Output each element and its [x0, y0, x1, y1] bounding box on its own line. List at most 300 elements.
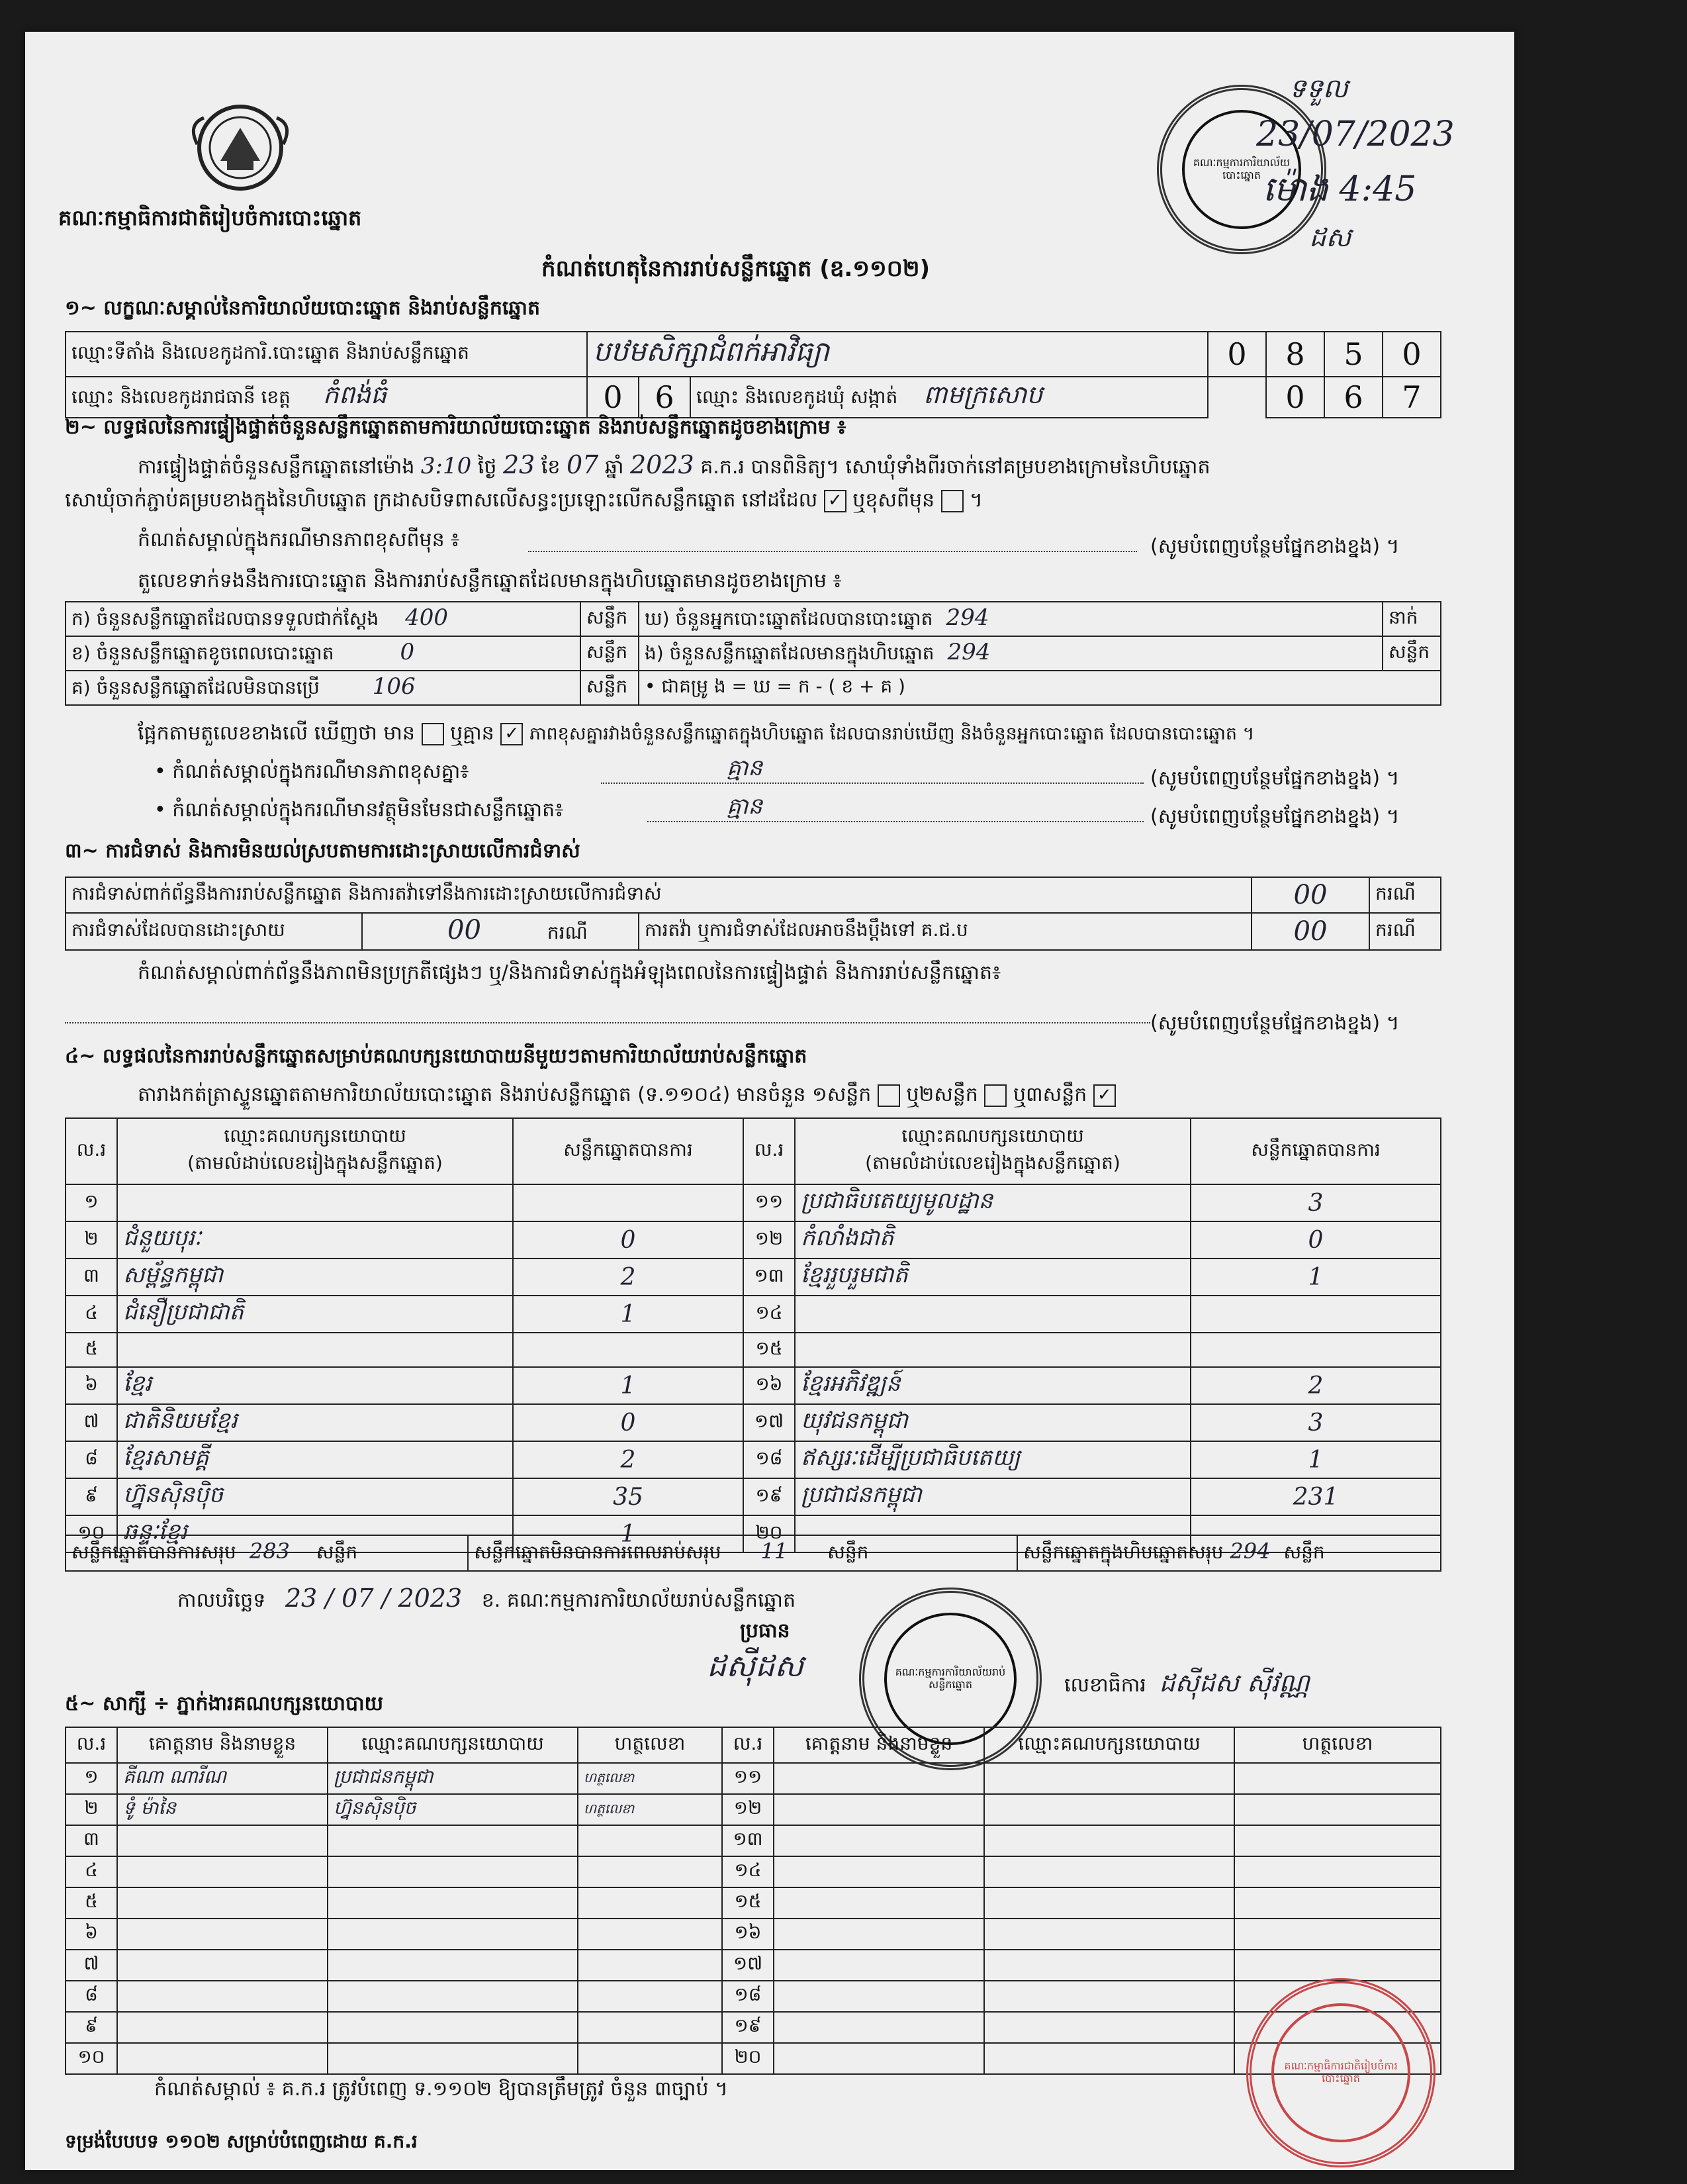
party-votes: 0	[513, 1404, 743, 1441]
diff-note-suffix: (សូមបំពេញបន្ថែមផ្នែកខាងខ្នង) ។	[1150, 767, 1400, 790]
day-label: ថ្ងៃ	[477, 455, 497, 479]
party-votes: 2	[513, 1258, 743, 1296]
receipt-date: 23/07/2023	[1256, 115, 1455, 154]
no-difference-checkbox[interactable]: ✓	[500, 723, 523, 745]
commune-code-digit: 0	[1266, 377, 1324, 418]
table-row	[66, 1441, 1441, 1478]
witness-signature	[578, 1825, 722, 1856]
party-no: ១៨	[743, 1441, 795, 1478]
table-row	[66, 1367, 1441, 1404]
foreign-note-value: គ្មាន	[727, 793, 762, 820]
witness-party	[984, 2012, 1234, 2043]
voters-label-text: ឃ) ចំនួនអ្នកបោះឆ្នោតដែលបានបោះឆ្នោត	[645, 607, 933, 630]
party-votes: 231	[1191, 1478, 1441, 1515]
party-votes: 1	[513, 1296, 743, 1333]
party-no: ៨	[66, 1441, 117, 1478]
has-difference-checkbox[interactable]	[422, 723, 444, 745]
witness-name	[117, 2043, 328, 2074]
witness-party	[328, 1825, 578, 1856]
commune-label-text: ឈ្មោះ និងលេខកូដឃុំ សង្កាត់	[696, 386, 898, 408]
station-name-value: បឋមសិក្សាជំពក់អាវិធ្យា	[587, 332, 1208, 377]
verification-year: 2023	[630, 450, 694, 479]
secretary-signature: ដស៊ីដស ស៊ីវណ្ណ	[1159, 1668, 1310, 1697]
appeal-value: 00	[1252, 913, 1369, 950]
table-row	[66, 2012, 1441, 2043]
diff-note-value: គ្មាន	[727, 755, 762, 781]
witness-name	[774, 1981, 984, 2012]
box-total-unit: សន្លឹក	[1283, 1541, 1325, 1563]
witness-no: ៦	[66, 1919, 117, 1950]
party-votes: 2	[513, 1441, 743, 1478]
party-votes	[513, 1333, 743, 1367]
resolved-label: ការជំទាស់ដែលបានដោះស្រាយ	[66, 913, 362, 950]
box-total-label: សន្លឹកឆ្នោតក្នុងហិបឆ្នោតសរុប	[1023, 1541, 1224, 1563]
witness-signature: ហត្ថលេខា	[578, 1763, 722, 1794]
witness-name	[774, 1856, 984, 1887]
witness-no: ៧	[66, 1950, 117, 1981]
appeal-unit: ករណី	[1369, 913, 1441, 950]
witness-party	[984, 1794, 1234, 1825]
party-no: ១	[66, 1184, 117, 1221]
signing-date-label: កាលបរិច្ឆេទ	[177, 1589, 266, 1612]
objections-unit: ករណី	[1369, 877, 1441, 913]
two-sheets-checkbox[interactable]	[984, 1084, 1007, 1107]
nec-red-stamp	[1246, 1978, 1436, 2167]
signing-date-line	[177, 1584, 796, 1614]
col-party-right-sub: (តាមលំដាប់លេខរៀងក្នុងសន្លឹកឆ្នោត)	[865, 1152, 1120, 1174]
witness-name: ទូំ ម៉ានៃ	[117, 1794, 328, 1825]
org-name: គណៈកម្មាធិការជាតិរៀបចំការបោះឆ្នោត	[58, 205, 362, 230]
party-no: ១៣	[743, 1258, 795, 1296]
witness-no: ១៥	[722, 1887, 774, 1919]
resolved-value: 00	[447, 915, 481, 945]
witness-no: ៨	[66, 1981, 117, 2012]
spoiled-unit: សន្លឹក	[580, 636, 639, 671]
witness-name	[774, 2012, 984, 2043]
resolved-unit: ករណី	[547, 922, 588, 943]
receipt-time: ម៉ោង 4:45	[1263, 169, 1417, 209]
change-note-suffix: (សូមបំពេញបន្ថែមផ្នែកខាងខ្នង) ។	[1150, 535, 1400, 558]
section-3-title: ៣~ ការជំទាស់ និងការមិនយល់ស្របតាមការដោះស្រាយលើការជំទាស់	[65, 839, 580, 863]
commune-label	[690, 377, 1208, 418]
party-name: ឆន្ទៈខ្មែរ	[117, 1515, 513, 1552]
spoiled-label	[66, 636, 580, 671]
difference-text-a: ផ្អែកតាមតួលេខខាងលើ ឃើញថា មាន	[138, 722, 415, 745]
col-party-right	[795, 1118, 1191, 1184]
voters-value: 294	[946, 604, 989, 631]
different-checkbox[interactable]	[941, 490, 964, 512]
party-name	[795, 1296, 1191, 1333]
witness-name: គីណា ណារីណ	[117, 1763, 328, 1794]
party-no: ១០	[66, 1515, 117, 1552]
col-party-left	[117, 1118, 513, 1184]
party-votes: 3	[1191, 1184, 1441, 1221]
foreign-note-suffix: (សូមបំពេញបន្ថែមផ្នែកខាងខ្នង) ។	[1150, 805, 1400, 828]
witness-signature	[1234, 1794, 1441, 1825]
month-label: ខែ	[541, 455, 561, 479]
irregularity-note: កំណត់សម្គាល់ពាក់ព័ន្ធនឹងភាពមិនប្រក្រតីផ្សេងៗ ឬ/និងការជំទាស់ក្នុងអំឡុងពេលនៃការផ្ទៀងផ្ទាត់ និងការរាប់សន្លឹកឆ្នោត៖	[138, 961, 1001, 984]
col-votes-left: សន្លឹកឆ្នោតបានការ	[513, 1118, 743, 1184]
station-code-digit: 0	[1383, 332, 1441, 377]
objections-label: ការជំទាស់ពាក់ព័ន្ធនឹងការរាប់សន្លឹកឆ្នោត និងការតវ៉ាទៅនឹងការដោះស្រាយលើការជំទាស់	[66, 877, 1252, 913]
counts-table	[65, 601, 1441, 706]
verification-label: ការផ្ទៀងផ្ទាត់ចំនួនសន្លឹកឆ្នោតនៅម៉ោង	[138, 455, 415, 479]
witness-party	[328, 2043, 578, 2074]
difference-text-b: ឬគ្មាន	[450, 722, 494, 745]
one-sheet-checkbox[interactable]	[878, 1084, 900, 1107]
party-votes	[1191, 1333, 1441, 1367]
witness-no: ១០	[66, 2043, 117, 2074]
commune-code-digit: 6	[1324, 377, 1383, 418]
party-votes: 0	[1191, 1221, 1441, 1258]
col-no-left: ល.រ	[66, 1118, 117, 1184]
invalid-total-value: 11	[760, 1539, 788, 1564]
table-row	[66, 1404, 1441, 1441]
party-name	[117, 1184, 513, 1221]
voters-label	[639, 602, 1383, 636]
change-note-line[interactable]	[528, 551, 1137, 552]
witness-no: ២០	[722, 2043, 774, 2074]
party-no: ១៩	[743, 1478, 795, 1515]
party-no: ៦	[66, 1367, 117, 1404]
table-row	[66, 1763, 1441, 1794]
witness-signature	[578, 1950, 722, 1981]
unused-label	[66, 671, 580, 705]
province-label-text: ឈ្មោះ និងលេខកូដរាជធានី ខេត្ត	[71, 386, 291, 408]
party-votes	[1191, 1296, 1441, 1333]
tally-sheet-line	[138, 1083, 1116, 1107]
witness-no: ១៧	[722, 1950, 774, 1981]
party-no: ១៧	[743, 1404, 795, 1441]
difference-line	[138, 722, 1254, 745]
witness-signature	[578, 1919, 722, 1950]
table-row	[66, 1887, 1441, 1919]
irregularity-suffix: (សូមបំពេញបន្ថែមផ្នែកខាងខ្នង) ។	[1150, 1012, 1400, 1035]
witness-signature	[1234, 1763, 1441, 1794]
nec-logo-icon	[184, 98, 296, 197]
valid-total	[66, 1535, 468, 1571]
party-no: ៩	[66, 1478, 117, 1515]
party-no: ៧	[66, 1404, 117, 1441]
objections-value: 00	[1252, 877, 1369, 913]
witness-party	[328, 1950, 578, 1981]
witness-signature	[578, 1856, 722, 1887]
valid-total-unit: សន្លឹក	[316, 1541, 358, 1563]
table-row	[66, 1825, 1441, 1856]
witness-table	[65, 1727, 1441, 2075]
irregularity-line[interactable]	[65, 1022, 1150, 1023]
results-totals	[65, 1535, 1441, 1572]
verification-day: 23	[502, 450, 535, 479]
chair-label: ប្រធាន	[740, 1619, 790, 1642]
verification-time: 3:10	[420, 453, 472, 479]
receipt-sign: ដស	[1309, 222, 1351, 253]
unused-value: 106	[372, 673, 416, 700]
witness-signature	[578, 1981, 722, 2012]
different-label: ឬខុសពីមុន	[852, 489, 935, 512]
witness-name	[774, 1887, 984, 1919]
document-page	[25, 32, 1514, 2170]
party-name: ជំនួយបុរៈ	[117, 1221, 513, 1258]
results-table	[65, 1117, 1441, 1553]
foreign-note-label: • កំណត់សម្គាល់ក្នុងករណីមានវត្ថុមិនមែនជាសន្លឹកឆ្នោត៖	[154, 798, 564, 822]
witness-name	[774, 1825, 984, 1856]
wcol-no-left: ល.រ	[66, 1727, 117, 1763]
wcol-name-left: គោត្តនាម និងនាមខ្លួន	[117, 1727, 328, 1763]
change-note-label: កំណត់សម្គាល់ក្នុងករណីមានភាពខុសពីមុន ៖	[138, 528, 460, 551]
table-row	[66, 1333, 1441, 1367]
witness-party	[328, 1856, 578, 1887]
box-total-value: 294	[1230, 1539, 1271, 1564]
witness-party	[984, 1763, 1234, 1794]
witness-signature	[1234, 1825, 1441, 1856]
footer-note: កំណត់សម្គាល់ ៖ គ.ក.រ ត្រូវបំពេញ ទ.១១០២ ឱ្យបានត្រឹមត្រូវ ចំនួន ៣ច្បាប់ ។	[154, 2077, 728, 2101]
witness-name	[117, 1981, 328, 2012]
numbers-intro: តួលេខទាក់ទងនឹងការបោះឆ្នោត និងការរាប់សន្លឹកឆ្នោតដែលមានក្នុងហិបឆ្នោតមានដូចខាងក្រោម ៖	[138, 569, 842, 593]
table-row	[66, 1296, 1441, 1333]
col-party-left-title: ឈ្មោះគណបក្សនយោបាយ	[224, 1125, 406, 1147]
witness-no: ៣	[66, 1825, 117, 1856]
box-sheets-label	[639, 636, 1383, 671]
party-name: សម្ព័ន្ធកម្ពុជា	[117, 1258, 513, 1296]
three-sheets-label: ឬ៣សន្លឹក	[1013, 1083, 1087, 1106]
witness-name	[117, 2012, 328, 2043]
party-name: យុវជនកម្ពុជា	[795, 1404, 1191, 1441]
party-name: ជាតិនិយមខ្មែរ	[117, 1404, 513, 1441]
table-row	[66, 1221, 1441, 1258]
col-no-right: ល.រ	[743, 1118, 795, 1184]
witness-no: ១៣	[722, 1825, 774, 1856]
province-code-digit: 6	[639, 377, 690, 418]
invalid-total-unit: សន្លឹក	[827, 1541, 869, 1563]
witness-no: ៥	[66, 1887, 117, 1919]
province-label	[66, 377, 587, 418]
red-stamp-text: គណៈកម្មាធិការជាតិរៀបចំការបោះឆ្នោត	[1284, 2060, 1398, 2085]
tally-sheet-text: តារាងកត់ត្រាស្ទួនឆ្នោតតាមការិយាល័យបោះឆ្នោត និងរាប់សន្លឹកឆ្នោត (ទ.១១០៤) មានចំនួន ១សន្លឹក	[138, 1083, 872, 1106]
witness-signature	[1234, 1919, 1441, 1950]
voters-unit: នាក់	[1383, 602, 1441, 636]
spoiled-value: 0	[400, 638, 415, 665]
party-name: ប្រជាជនកម្ពុជា	[795, 1478, 1191, 1515]
witness-no: ៤	[66, 1856, 117, 1887]
witness-no: ៩	[66, 2012, 117, 2043]
document-title: កំណត់ហេតុនៃការរាប់សន្លឹកឆ្នោត (ឧ.១១០២)	[541, 256, 931, 282]
party-no: ៣	[66, 1258, 117, 1296]
valid-total-value: 283	[249, 1539, 290, 1564]
diff-note-label: • កំណត់សម្គាល់ក្នុងករណីមានភាពខុសគ្នា៖	[154, 760, 469, 783]
witness-name	[117, 1825, 328, 1856]
party-no: ១៦	[743, 1367, 795, 1404]
witness-party	[328, 1887, 578, 1919]
three-sheets-checkbox[interactable]: ✓	[1093, 1084, 1116, 1107]
same-checkbox[interactable]: ✓	[824, 490, 846, 512]
wcol-party-left: ឈ្មោះគណបក្សនយោបាយ	[328, 1727, 578, 1763]
commune-value: ពាមក្រសោប	[923, 380, 1043, 409]
wcol-no-right: ល.រ	[722, 1727, 774, 1763]
table-row	[66, 1919, 1441, 1950]
witness-signature	[1234, 1950, 1441, 1981]
section-1-title: ១~ លក្ខណៈសម្គាល់នៃការិយាល័យបោះឆ្នោត និងរាប់សន្លឹកឆ្នោត	[65, 297, 541, 320]
witness-signature	[578, 1887, 722, 1919]
section-4-title: ៤~ លទ្ធផលនៃការរាប់សន្លឹកឆ្នោតសម្រាប់គណបក្សនយោបាយនីមួយៗតាមការិយាល័យរាប់សន្លឹកឆ្នោត	[65, 1045, 807, 1068]
witness-name	[774, 2043, 984, 2074]
formula: • ជាគម្រូ ង = ឃ = ក - ( ខ + គ )	[639, 671, 1441, 705]
party-name: ហ្វ៊ុនស៊ិនប៉ិច	[117, 1478, 513, 1515]
section-5-title: ៥~ សាក្សី ÷ ភ្នាក់ងារគណបក្សនយោបាយ	[65, 1692, 384, 1715]
receipt-label: ទទួល	[1289, 73, 1348, 104]
party-no: ៤	[66, 1296, 117, 1333]
party-name: ខ្មែរ	[117, 1367, 513, 1404]
witness-party: ហ្វ៊ុនស៊ិនប៉ិច	[328, 1794, 578, 1825]
table-row	[66, 1258, 1441, 1296]
party-votes: 3	[1191, 1404, 1441, 1441]
received-unit: សន្លឹក	[580, 602, 639, 636]
wcol-sign-right: ហត្ថលេខា	[1234, 1727, 1441, 1763]
witness-name	[774, 1763, 984, 1794]
secretary-label: លេខាធិការ	[1064, 1674, 1146, 1697]
party-no: ២០	[743, 1515, 795, 1552]
party-no: ១១	[743, 1184, 795, 1221]
spoiled-label-text: ខ) ចំនួនសន្លឹកឆ្នោតខូចពេលបោះឆ្នោត	[71, 641, 334, 664]
party-votes: 2	[1191, 1367, 1441, 1404]
party-no: ៥	[66, 1333, 117, 1367]
witness-party	[984, 1919, 1234, 1950]
witness-party	[984, 1825, 1234, 1856]
witness-name	[117, 1887, 328, 1919]
station-code-digit: 8	[1266, 332, 1324, 377]
table-row	[66, 1794, 1441, 1825]
foreign-note-line[interactable]	[647, 821, 1144, 822]
party-name: ឥស្សរៈដើម្បីប្រជាធិបតេយ្យ	[795, 1441, 1191, 1478]
party-name	[117, 1333, 513, 1367]
wcol-party-right: ឈ្មោះគណបក្សនយោបាយ	[984, 1727, 1234, 1763]
province-value: កំពង់ធំ	[322, 380, 387, 409]
box-total	[1017, 1535, 1441, 1571]
witness-no: ១១	[722, 1763, 774, 1794]
chair-signature: ដស៊ីដស	[707, 1648, 803, 1684]
party-name: ប្រជាធិបតេយ្យមូលដ្ឋាន	[795, 1184, 1191, 1221]
unused-label-text: គ) ចំនួនសន្លឹកឆ្នោតដែលមិនបានប្រើ	[71, 676, 320, 698]
province-code-digit: 0	[587, 377, 639, 418]
witness-no: ១២	[722, 1794, 774, 1825]
witness-party	[328, 1919, 578, 1950]
witness-no: ១៦	[722, 1919, 774, 1950]
witness-party: ប្រជាជនកម្ពុជា	[328, 1763, 578, 1794]
difference-text-c: ភាពខុសគ្នារវាងចំនួនសន្លឹកឆ្នោតក្នុងហិបឆ្នោត ដែលបានរាប់ឃើញ និងចំនួនអ្នកបោះឆ្នោត ដែលបានបោះឆ្នោត ។	[529, 724, 1255, 744]
party-no: ១៥	[743, 1333, 795, 1367]
secretary-line	[1064, 1668, 1310, 1699]
witness-no: ២	[66, 1794, 117, 1825]
box-sheets-unit: សន្លឹក	[1383, 636, 1441, 671]
witness-party	[328, 1981, 578, 2012]
diff-note-line[interactable]	[601, 783, 1144, 784]
signing-date-value: 23 / 07 / 2023	[285, 1584, 463, 1613]
table-row	[66, 2043, 1441, 2074]
witness-no: ១៨	[722, 1981, 774, 2012]
box-sheets-label-text: ង) ចំនួនសន្លឹកឆ្នោតដែលមានក្នុងហិបឆ្នោត	[645, 641, 935, 664]
station-code-digit: 5	[1324, 332, 1383, 377]
objections-table	[65, 877, 1441, 951]
witness-party	[984, 1950, 1234, 1981]
witness-name	[774, 1919, 984, 1950]
counting-stamp-text: គណៈកម្មការការិយាល័យរាប់សន្លឹកឆ្នោត	[895, 1666, 1006, 1691]
verification-text: គ.ក.រ បានពិនិត្យ។ សោឃុំទាំងពីរចាក់នៅគម្របខាងក្រោមនៃហិបឆ្នោត	[700, 455, 1210, 479]
station-id-table	[65, 331, 1441, 418]
witness-signature	[578, 2043, 722, 2074]
form-footer: ទម្រង់បែបបទ ១១០២ សម្រាប់បំពេញដោយ គ.ក.រ	[65, 2130, 418, 2152]
col-party-right-title: ឈ្មោះគណបក្សនយោបាយ	[901, 1125, 1084, 1147]
witness-party	[984, 1887, 1234, 1919]
resolved-cell	[362, 913, 639, 950]
wcol-sign-left: ហត្ថលេខា	[578, 1727, 722, 1763]
col-party-left-sub: (តាមលំដាប់លេខរៀងក្នុងសន្លឹកឆ្នោត)	[187, 1152, 443, 1174]
party-votes	[513, 1184, 743, 1221]
box-sheets-value: 294	[947, 638, 991, 665]
witness-party	[984, 1856, 1234, 1887]
table-row	[66, 1478, 1441, 1515]
witness-name	[774, 1794, 984, 1825]
appeal-label: ការតវ៉ា ឬការជំទាស់ដែលអាចនឹងប្តឹងទៅ គ.ជ.ប	[639, 913, 1252, 950]
commune-code-digit: 7	[1383, 377, 1441, 418]
unused-unit: សន្លឹក	[580, 671, 639, 705]
party-name: ខ្មែររួបរួមជាតិ	[795, 1258, 1191, 1296]
party-no: ១៤	[743, 1296, 795, 1333]
witness-name	[117, 1856, 328, 1887]
table-row	[66, 1950, 1441, 1981]
table-row	[66, 1856, 1441, 1887]
two-sheets-label: ឬ២សន្លឹក	[906, 1083, 978, 1106]
witness-signature	[578, 2012, 722, 2043]
signing-date-suffix: ខ. គណៈកម្មការការិយាល័យរាប់សន្លឹកឆ្នោត	[481, 1589, 796, 1612]
party-name	[795, 1333, 1191, 1367]
party-no: ២	[66, 1221, 117, 1258]
invalid-total	[468, 1535, 1017, 1571]
seal-text: សោឃុំចាក់ភ្ជាប់គម្របខាងក្នុងនៃហិបឆ្នោត ក្រដាសបិទពាសលើសន្ធះប្រឡោះលើកសន្លឹកឆ្នោត នៅដដែល	[65, 489, 818, 512]
station-name-label: ឈ្មោះទីតាំង និងលេខកូដការិ.បោះឆ្នោត និងរាប់សន្លឹកឆ្នោត	[66, 332, 587, 377]
witness-signature: ហត្ថលេខា	[578, 1794, 722, 1825]
party-votes: 35	[513, 1478, 743, 1515]
witness-no: ១	[66, 1763, 117, 1794]
party-no: ១២	[743, 1221, 795, 1258]
received-value: 400	[405, 604, 449, 631]
party-name: ខ្មែរសាមគ្គី	[117, 1441, 513, 1478]
party-votes: 1	[513, 1515, 743, 1552]
col-votes-right: សន្លឹកឆ្នោតបានការ	[1191, 1118, 1441, 1184]
year-label: ឆ្នាំ	[604, 455, 624, 479]
witness-signature	[1234, 1856, 1441, 1887]
witness-name	[117, 1919, 328, 1950]
party-votes: 0	[513, 1221, 743, 1258]
party-name: ខ្មែរអភិវឌ្ឍន៍	[795, 1367, 1191, 1404]
witness-name	[117, 1950, 328, 1981]
table-row	[66, 1981, 1441, 2012]
witness-signature	[1234, 1887, 1441, 1919]
verification-month: 07	[566, 450, 599, 479]
seal-line	[65, 489, 983, 512]
witness-party	[328, 2012, 578, 2043]
party-name: កំលាំងជាតិ	[795, 1221, 1191, 1258]
received-label-text: ក) ចំនួនសន្លឹកឆ្នោតដែលបានទទួលជាក់ស្តែង	[71, 607, 379, 630]
witness-party	[984, 1981, 1234, 2012]
party-votes: 1	[513, 1367, 743, 1404]
table-row	[66, 1184, 1441, 1221]
witness-name	[774, 1950, 984, 1981]
verification-line	[138, 450, 1210, 481]
party-votes: 1	[1191, 1441, 1441, 1478]
witness-no: ១៤	[722, 1856, 774, 1887]
seal-end: ។	[970, 489, 983, 512]
valid-total-label: សន្លឹកឆ្នោតបានការសរុប	[71, 1541, 236, 1563]
